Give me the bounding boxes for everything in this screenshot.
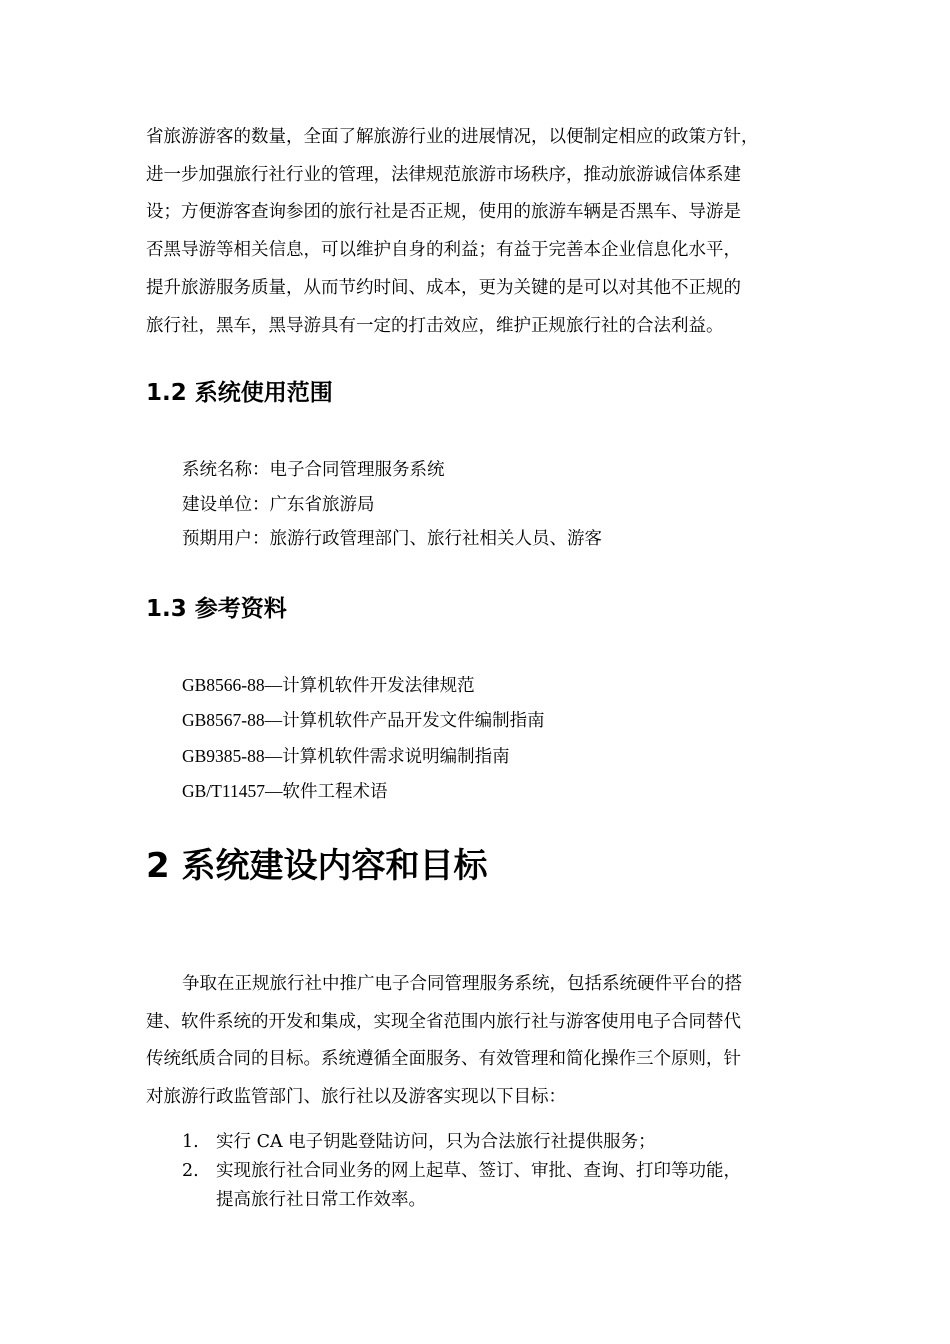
chapter-heading-2: 2 系统建设内容和目标	[146, 846, 488, 886]
paragraph-line: 旅行社，黑车，黑导游具有一定的打击效应，维护正规旅行社的合法利益。	[146, 315, 724, 336]
paragraph-line: 对旅游行政监管部门、旅行社以及游客实现以下目标：	[146, 1086, 566, 1107]
paragraph-line: 否黑导游等相关信息，可以维护自身的利益；有益于完善本企业信息化水平，	[146, 240, 741, 261]
reference-item: GB8567-88—计算机软件产品开发文件编制指南	[182, 710, 545, 731]
list-item	[182, 1157, 842, 1215]
system-info-list	[182, 453, 602, 557]
paragraph-line: 省旅游游客的数量，全面了解旅游行业的进展情况，以便制定相应的政策方针，	[146, 127, 759, 147]
reference-item: GB9385-88—计算机软件需求说明编制指南	[182, 745, 510, 766]
paragraph-line: 设；方便游客查询参团的旅行社是否正规，使用的旅游车辆是否黑车、导游是	[146, 202, 741, 223]
goals-ordered-list	[182, 1128, 842, 1215]
list-item-text: 实现旅行社合同业务的网上起草、签订、审批、查询、打印等功能，	[216, 1161, 741, 1181]
paragraph-line: 建、软件系统的开发和集成，实现全省范围内旅行社与游客使用电子合同替代	[146, 1011, 741, 1032]
builder-line: 建设单位：广东省旅游局	[182, 494, 375, 515]
list-item-number: 2.	[182, 1161, 199, 1181]
paragraph-line: 进一步加强旅行社行业的管理，法律规范旅游市场秩序，推动旅游诚信体系建	[146, 164, 741, 185]
paragraph-line: 争取在正规旅行社中推广电子合同管理服务系统，包括系统硬件平台的搭	[182, 974, 742, 994]
chapter-2-paragraph	[146, 966, 846, 1116]
intro-paragraph	[146, 119, 846, 345]
paragraph-line: 传统纸质合同的目标。系统遵循全面服务、有效管理和简化操作三个原则，针	[146, 1049, 741, 1069]
reference-item: GB8566-88—计算机软件开发法律规范	[182, 675, 475, 695]
reference-list	[182, 668, 545, 809]
paragraph-line: 提升旅游服务质量，从而节约时间、成本，更为关键的是可以对其他不正规的	[146, 277, 741, 298]
list-item-text: 实行 CA 电子钥匙登陆访问，只为合法旅行社提供服务；	[216, 1132, 656, 1152]
section-heading-1-2: 1.2 系统使用范围	[146, 380, 333, 406]
list-item-number: 1.	[182, 1132, 199, 1152]
list-item	[182, 1128, 842, 1157]
system-name-line: 系统名称：电子合同管理服务系统	[182, 460, 445, 480]
reference-item: GB/T11457—软件工程术语	[182, 780, 388, 801]
expected-users-line: 预期用户：旅游行政管理部门、旅行社相关人员、游客	[182, 529, 602, 549]
list-item-text: 提高旅行社日常工作效率。	[216, 1190, 426, 1210]
section-heading-1-3: 1.3 参考资料	[146, 596, 287, 622]
